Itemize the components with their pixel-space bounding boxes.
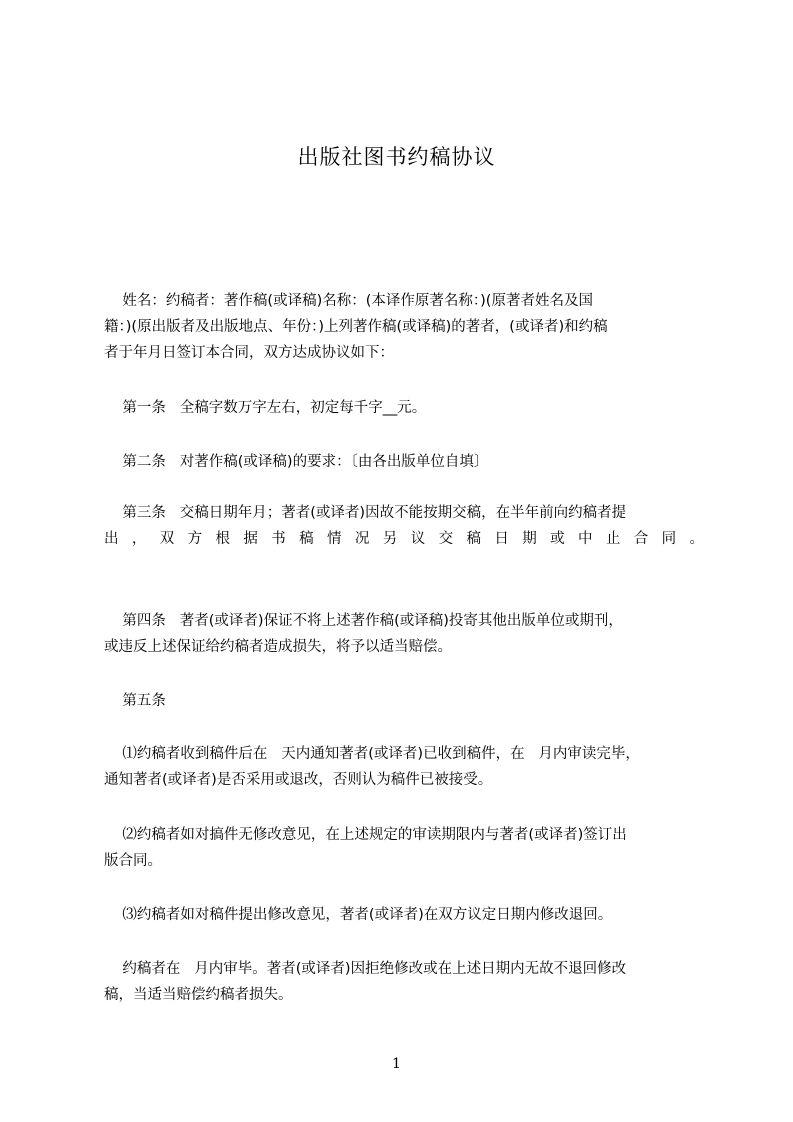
article-5-item-1-line-2: 通知著者(或译者)是否采用或退改，否则认为稿件已被接受。 [104,772,493,788]
article-5-item-4-line-2: 稿，当适当赔偿约稿者损失。 [104,987,293,1003]
page-number: 1 [392,1056,401,1072]
article-4-line-1: 第四条 著者(或译者)保证不将上述著作稿(或译稿)投寄其他出版单位或期刊， [104,613,623,629]
article-5-item-4 [104,956,704,1008]
intro-line-3: 者于年月日签订本合同，双方达成协议如下： [104,345,394,361]
article-5-heading: 第五条 [104,693,166,709]
article-5-item-1-line-1: ⑴约稿者收到稿件后在 天内通知著者(或译者)已收到稿件，在 月内审读完毕， [104,746,640,762]
article-5-item-1 [104,741,704,793]
article-5-item-2-line-1: ⑵约稿者如对搞件无修改意见，在上述规定的审读期限内与著者(或译者)签订出 [104,827,627,843]
article-1: 第一条 全稿字数万字左右，初定每千字__元。 [104,400,427,416]
article-2: 第二条 对著作稿(或译稿)的要求：〔由各出版单位自填〕 [104,454,489,470]
intro-line-2: 籍：)(原出版者及出版地点、年份：)上列著作稿(或译稿)的著者，(或译者)和约稿 [104,319,608,335]
article-4-line-2: 或违反上述保证给约稿者造成损失，将予以适当赔偿。 [104,639,452,655]
article-3-line-2: 出，双方根据书稿情况另议交稿日期或中止合同。 [104,531,704,547]
article-5-item-3: ⑶约稿者如对稿件提出修改意见，著者(或译者)在双方议定日期内修改退回。 [104,907,613,923]
article-3-line-1: 第三条 交稿日期年月；著者(或译者)因故不能按期交稿，在半年前向约稿者提 [104,505,627,521]
intro-line-1: 姓名：约稿者：著作稿(或译稿)名称：(本译作原著名称：)(原著者姓名及国 [104,293,593,309]
article-3 [104,500,704,552]
article-5-item-2-line-2: 版合同。 [104,853,162,869]
article-4 [104,608,704,660]
article-5-item-4-line-1: 约稿者在 月内审毕。著者(或译者)因拒绝修改或在上述日期内无故不退回修改 [104,961,627,977]
intro-paragraph [104,288,704,366]
article-5-item-2 [104,822,704,874]
document-title: 出版社图书约稿协议 [297,145,496,169]
